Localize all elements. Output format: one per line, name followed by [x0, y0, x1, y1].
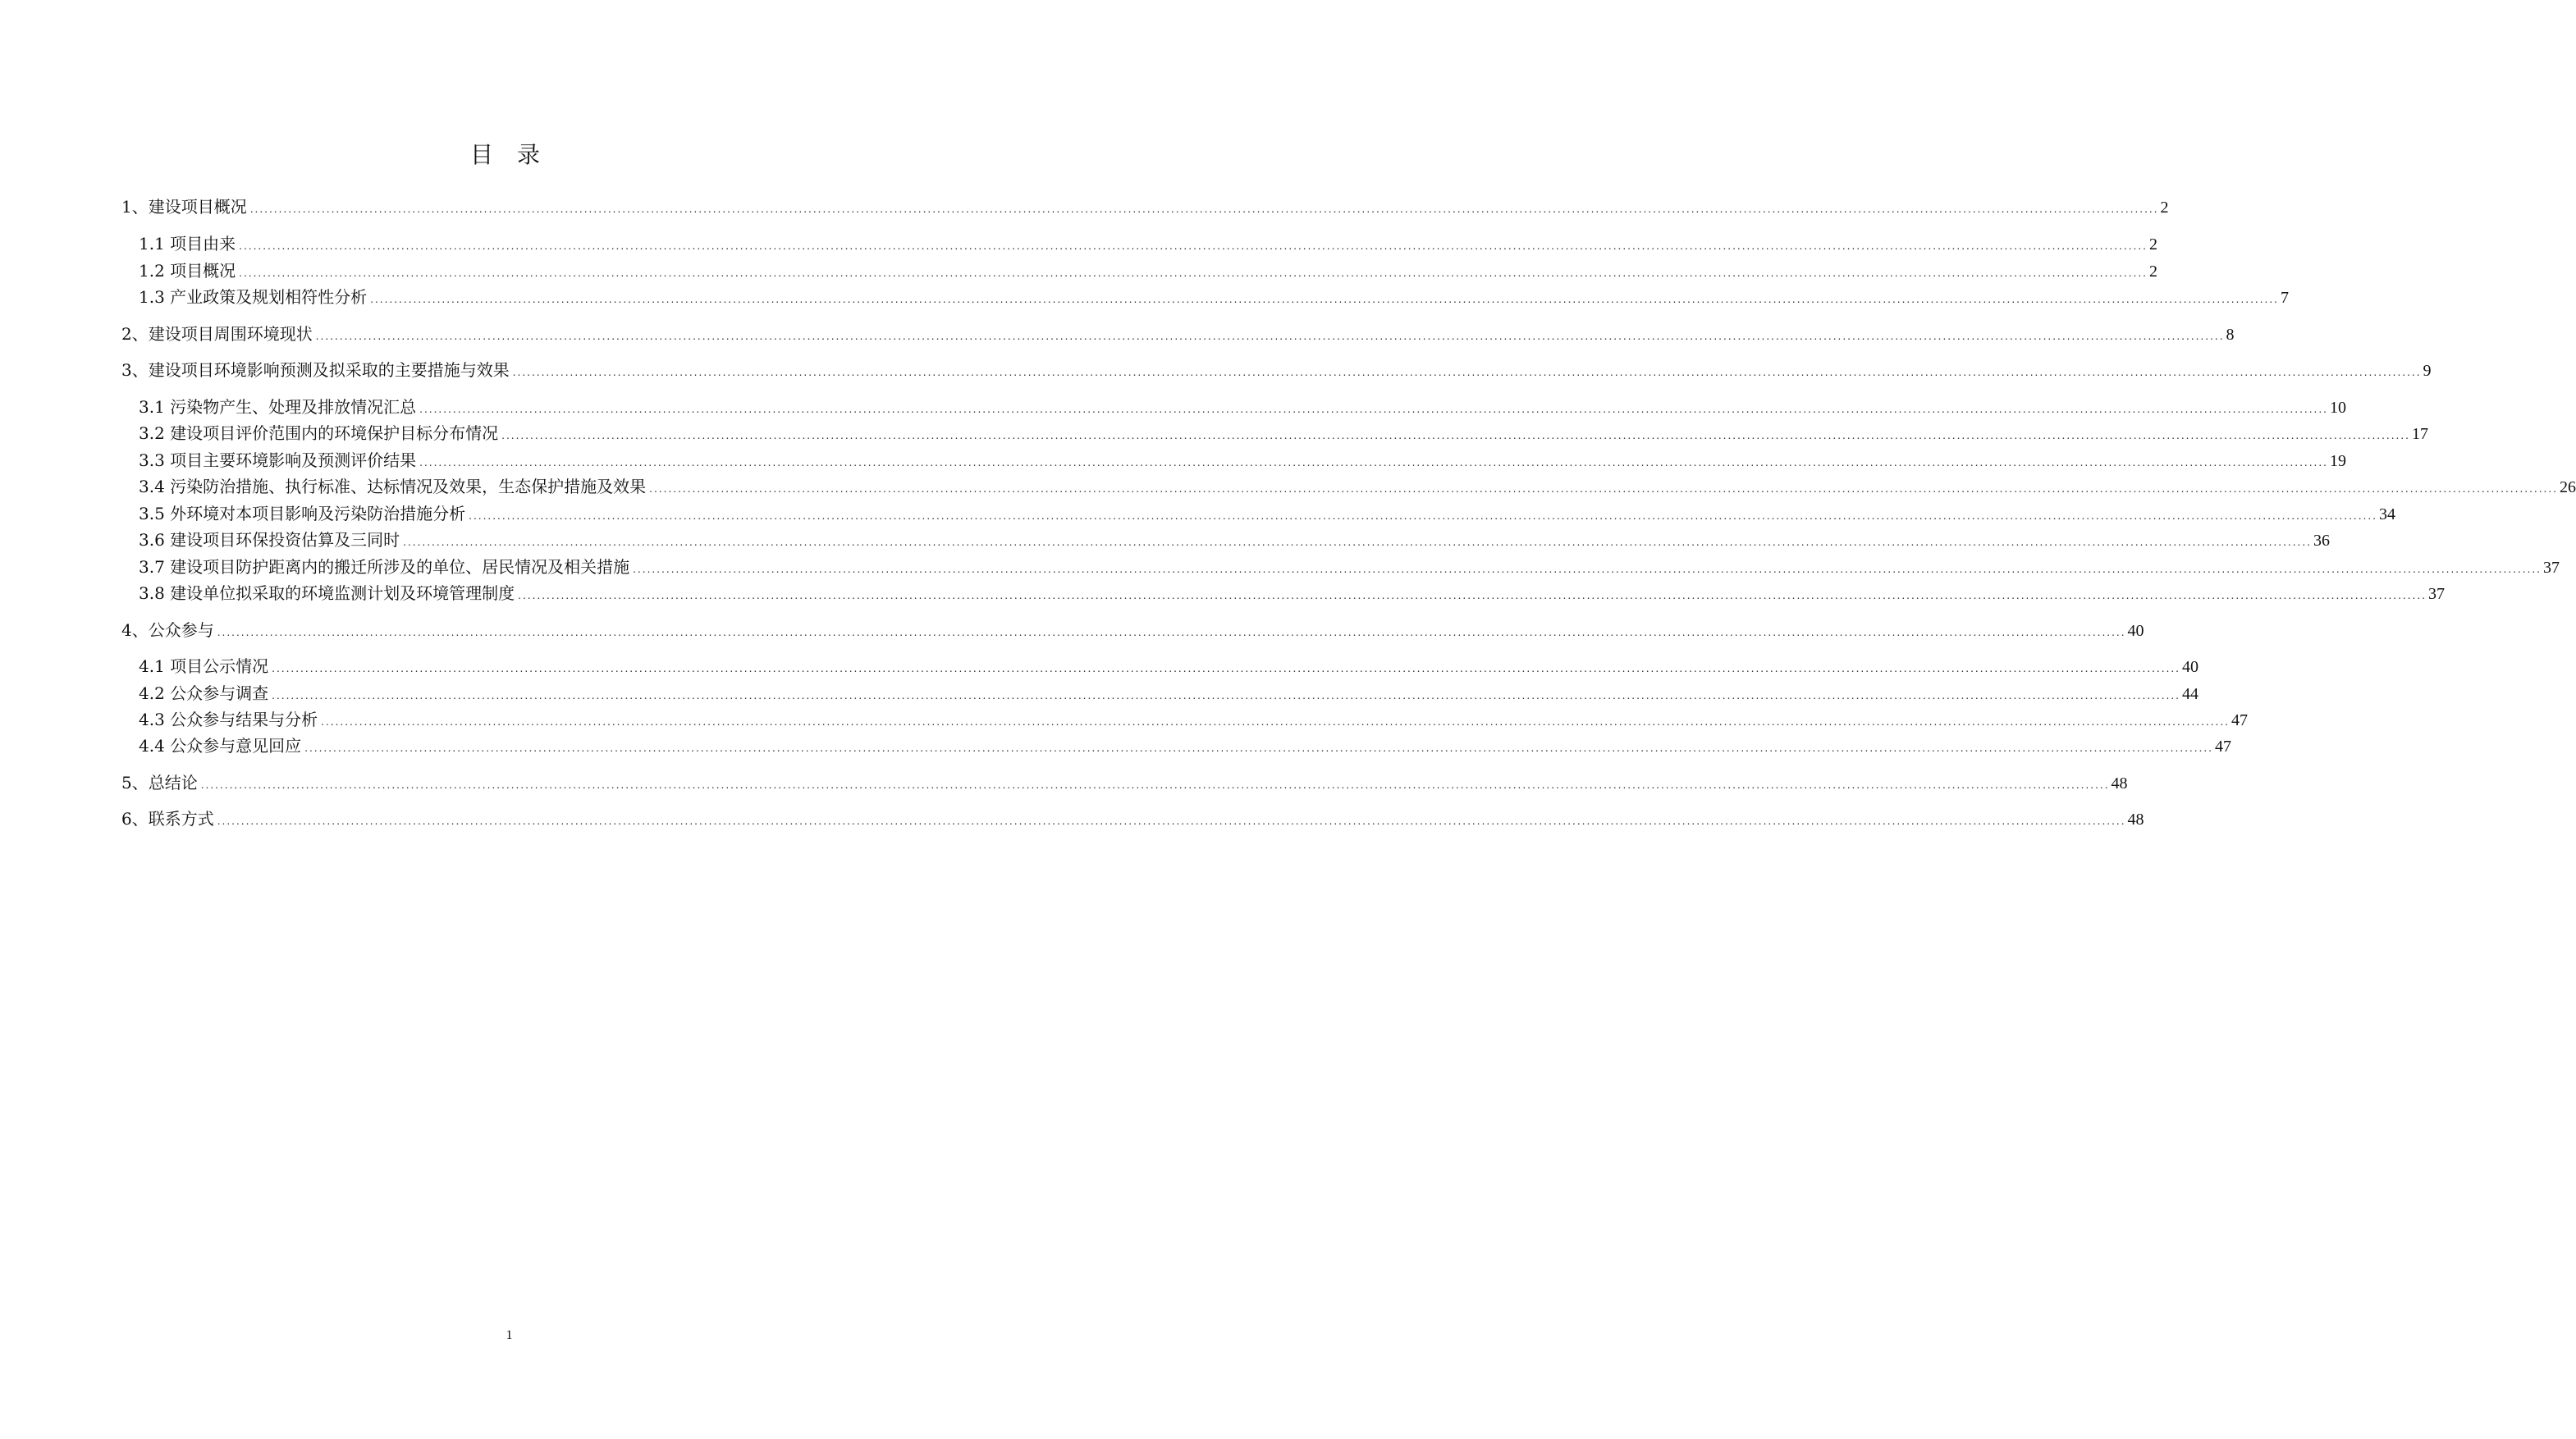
toc-entry-1-1[interactable]: [139, 232, 2157, 255]
toc-entry-label: 3.7 建设项目防护距离内的搬迁所涉及的单位、居民情况及相关措施: [139, 557, 630, 577]
toc-title: 目 录: [470, 141, 548, 168]
toc-entry-page: 2: [2148, 263, 2157, 281]
toc-entry-label: 2、建设项目周围环境现状: [121, 324, 313, 344]
toc-entry-label: 3.3 项目主要环境影响及预测评价结果: [139, 450, 417, 470]
toc-leader-dots: ................................................................................................................................................................................................................................................................................................................................................................................................................: [239, 267, 2148, 279]
toc-leader-dots: ................................................................................................................................................................................................................................................................................................................................................................................................................: [272, 690, 2180, 701]
toc-entry-page: 48: [2111, 774, 2128, 793]
toc-entry-page: 19: [2329, 452, 2346, 470]
toc-entry-page: 9: [2423, 362, 2432, 380]
toc-entry-page: 10: [2329, 399, 2346, 417]
toc-entry-page: 47: [2231, 711, 2248, 729]
toc-leader-dots: ................................................................................................................................................................................................................................................................................................................................................................................................................: [272, 663, 2180, 674]
toc-leader-dots: ................................................................................................................................................................................................................................................................................................................................................................................................................: [512, 367, 2422, 378]
toc-entry-5[interactable]: [121, 771, 2128, 794]
toc-entry-page: 17: [2411, 425, 2428, 443]
toc-leader-dots: ................................................................................................................................................................................................................................................................................................................................................................................................................: [419, 404, 2328, 415]
toc-entry-3-6[interactable]: [139, 528, 2330, 551]
toc-entry-label: 3.6 建设项目环保投资估算及三同时: [139, 530, 400, 550]
toc-entry-1-2[interactable]: [139, 259, 2157, 282]
toc-entry-label: 1.1 项目由来: [139, 234, 236, 254]
toc-entry-label: 3.2 建设项目评价范围内的环境保护目标分布情况: [139, 423, 499, 443]
toc-entry-2[interactable]: [121, 322, 2235, 345]
toc-entry-label: 3.5 外环境对本项目影响及污染防治措施分析: [139, 504, 466, 523]
toc-leader-dots: ................................................................................................................................................................................................................................................................................................................................................................................................................: [633, 564, 2542, 575]
toc-entry-label: 4.2 公众参与调查: [139, 683, 269, 703]
toc-leader-dots: ................................................................................................................................................................................................................................................................................................................................................................................................................: [217, 627, 2126, 638]
toc-entry-page: 2: [2160, 199, 2169, 217]
toc-leader-dots: ................................................................................................................................................................................................................................................................................................................................................................................................................: [370, 294, 2279, 305]
toc-entry-3-4[interactable]: [139, 475, 2576, 498]
toc-entry-4[interactable]: [121, 619, 2144, 642]
toc-entry-label: 3、建设项目环境影响预测及拟采取的主要措施与效果: [121, 360, 510, 380]
toc-leader-dots: ................................................................................................................................................................................................................................................................................................................................................................................................................: [304, 742, 2213, 754]
toc-entry-page: 36: [2313, 532, 2330, 550]
toc-entry-page: 26: [2559, 478, 2576, 496]
toc-entry-3-7[interactable]: [139, 555, 2560, 578]
toc-entry-page: 37: [2542, 559, 2560, 577]
toc-entry-4-4[interactable]: [139, 734, 2231, 757]
toc-entry-page: 37: [2427, 585, 2445, 603]
toc-entry-label: 3.4 污染防治措施、执行标准、达标情况及效果，生态保护措施及效果: [139, 477, 647, 496]
toc-entry-label: 1.3 产业政策及规划相符性分析: [139, 287, 368, 307]
toc-entry-label: 5、总结论: [121, 773, 198, 793]
toc-leader-dots: ................................................................................................................................................................................................................................................................................................................................................................................................................: [249, 203, 2159, 215]
toc-entry-4-2[interactable]: [139, 682, 2199, 705]
toc-leader-dots: ................................................................................................................................................................................................................................................................................................................................................................................................................: [518, 590, 2427, 601]
page-number: 1: [506, 1328, 513, 1342]
toc-entry-page: 48: [2127, 811, 2144, 829]
toc-entry-label: 4、公众参与: [121, 620, 214, 640]
toc-leader-dots: ................................................................................................................................................................................................................................................................................................................................................................................................................: [403, 537, 2312, 548]
toc-leader-dots: ................................................................................................................................................................................................................................................................................................................................................................................................................: [200, 779, 2110, 791]
toc-leader-dots: ................................................................................................................................................................................................................................................................................................................................................................................................................: [649, 483, 2558, 495]
toc-entry-label: 3.8 建设单位拟采取的环境监测计划及环境管理制度: [139, 583, 515, 603]
toc-entry-3-8[interactable]: [139, 582, 2445, 605]
toc-entry-3-1[interactable]: [139, 395, 2346, 418]
toc-leader-dots: ................................................................................................................................................................................................................................................................................................................................................................................................................: [469, 510, 2377, 522]
toc-entry-label: 1、建设项目概况: [121, 197, 247, 217]
toc-entry-page: 7: [2280, 289, 2289, 307]
toc-entry-page: 2: [2148, 235, 2157, 254]
toc-entry-page: 40: [2181, 658, 2199, 676]
toc-entry-4-3[interactable]: [139, 708, 2248, 731]
toc-entry-page: 40: [2127, 622, 2144, 640]
toc-leader-dots: ................................................................................................................................................................................................................................................................................................................................................................................................................: [321, 716, 2230, 728]
toc-entry-label: 3.1 污染物产生、处理及排放情况汇总: [139, 397, 417, 417]
toc-entry-6[interactable]: [121, 807, 2144, 830]
toc-entry-3-5[interactable]: [139, 502, 2395, 525]
toc-entry-3-3[interactable]: [139, 449, 2346, 472]
toc-leader-dots: ................................................................................................................................................................................................................................................................................................................................................................................................................: [501, 430, 2410, 441]
toc-leader-dots: ................................................................................................................................................................................................................................................................................................................................................................................................................: [315, 331, 2225, 342]
toc-entry-label: 6、联系方式: [121, 809, 214, 829]
toc-entry-page: 47: [2214, 738, 2231, 756]
toc-entry-page: 8: [2226, 326, 2235, 344]
toc-entry-label: 4.1 项目公示情况: [139, 656, 269, 676]
toc-leader-dots: ................................................................................................................................................................................................................................................................................................................................................................................................................: [239, 240, 2148, 252]
toc-entry-label: 1.2 项目概况: [139, 261, 236, 281]
toc-entry-page: 34: [2378, 505, 2395, 523]
toc-entry-page: 44: [2181, 685, 2199, 703]
toc-entry-4-1[interactable]: [139, 655, 2199, 678]
toc-entry-label: 4.3 公众参与结果与分析: [139, 710, 318, 729]
toc-entry-1-3[interactable]: [139, 286, 2289, 308]
toc-leader-dots: ................................................................................................................................................................................................................................................................................................................................................................................................................: [217, 815, 2126, 827]
toc-entry-1[interactable]: [121, 195, 2169, 218]
toc-leader-dots: ................................................................................................................................................................................................................................................................................................................................................................................................................: [419, 457, 2328, 468]
toc-entry-label: 4.4 公众参与意见回应: [139, 736, 302, 756]
toc-entry-3-2[interactable]: [139, 422, 2428, 445]
toc-entry-3[interactable]: [121, 359, 2432, 381]
